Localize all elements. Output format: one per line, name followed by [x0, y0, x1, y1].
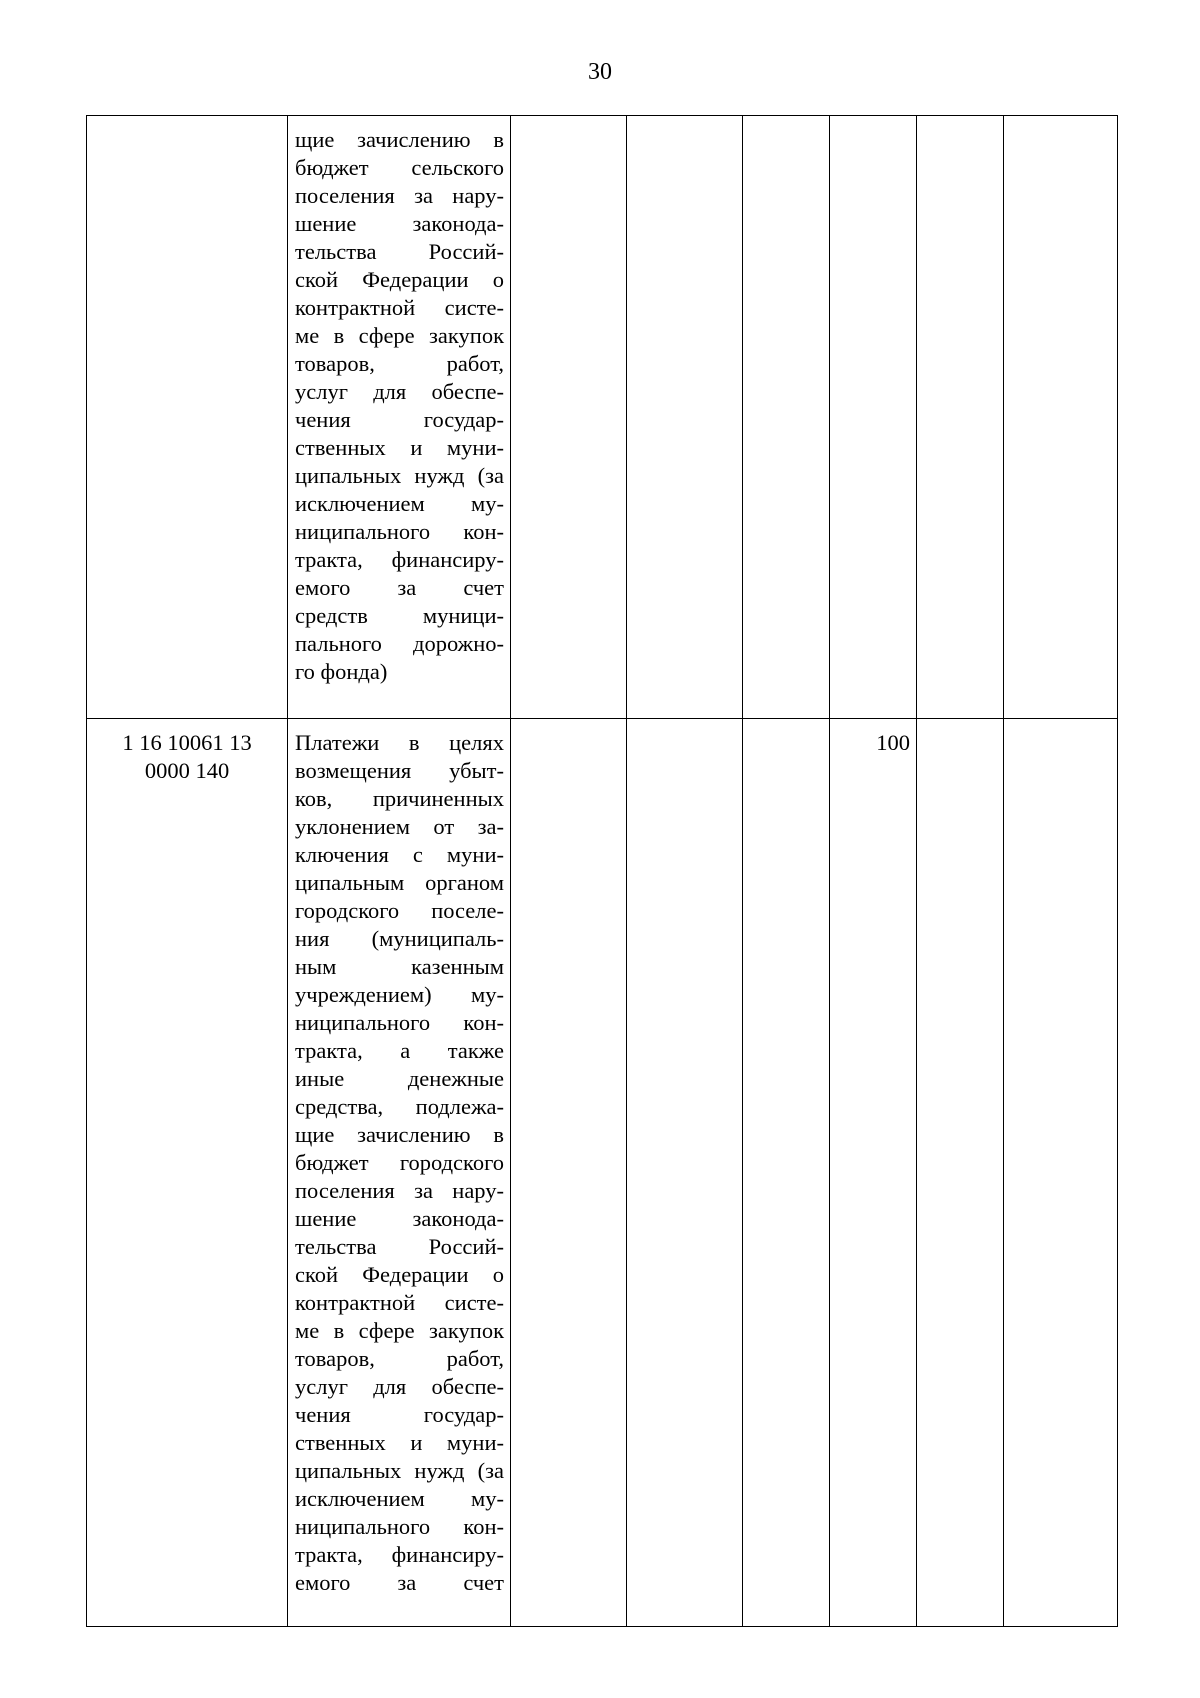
- page-number: 30: [588, 59, 612, 85]
- description-line: чения государ-: [295, 1402, 504, 1427]
- description-line: тракта, а также: [295, 1038, 504, 1063]
- description-line: исключением му-: [295, 1486, 504, 1511]
- description-line: ме в сфере закупок: [295, 323, 504, 348]
- description-line: поселения за нару-: [295, 1178, 504, 1203]
- description-line: ниципального кон-: [295, 519, 504, 544]
- description-line: ниципального кон-: [295, 1010, 504, 1035]
- description-line: контрактной систе-: [295, 1290, 504, 1315]
- description-line: учреждением) му-: [295, 982, 504, 1007]
- value-cell: [743, 116, 830, 719]
- description-line: исключением му-: [295, 491, 504, 516]
- value-cell: [627, 116, 743, 719]
- description-line: ской Федерации о: [295, 267, 504, 292]
- table-row: [87, 116, 1118, 719]
- description-line: средств муници-: [295, 603, 504, 628]
- description-line: контрактной систе-: [295, 295, 504, 320]
- description-line: щие зачислению в: [295, 1122, 504, 1147]
- description-line: ния (муниципаль-: [295, 926, 504, 951]
- description-line: услуг для обеспе-: [295, 379, 504, 404]
- description-line: городского поселе-: [295, 898, 504, 923]
- description-line: шение законода-: [295, 211, 504, 236]
- description-line: товаров, работ,: [295, 1346, 504, 1371]
- value-cell: 100: [830, 719, 917, 1627]
- description-line: ципальным органом: [295, 870, 504, 895]
- table-row: [87, 719, 1118, 1627]
- value-cell: [1004, 116, 1118, 719]
- description-line: уклонением от за-: [295, 814, 504, 839]
- description-line: поселения за нару-: [295, 183, 504, 208]
- description-line: ципальных нужд (за: [295, 1458, 504, 1483]
- description-line: шение законода-: [295, 1206, 504, 1231]
- description-line: емого за счет: [295, 1570, 504, 1595]
- budget-code-cell: [87, 116, 288, 719]
- description-line: Платежи в целях: [295, 730, 504, 755]
- value-cell: [627, 719, 743, 1627]
- value-cell: [917, 116, 1004, 719]
- description-line: тельства Россий-: [295, 1234, 504, 1259]
- description-line: ме в сфере закупок: [295, 1318, 504, 1343]
- description-line: ципальных нужд (за: [295, 463, 504, 488]
- description-line: бюджет городского: [295, 1150, 504, 1175]
- value-cell: [511, 116, 627, 719]
- description-line: го фонда): [295, 659, 388, 684]
- value-cell: [511, 719, 627, 1627]
- description-cell: [288, 719, 511, 1627]
- description-line: бюджет сельского: [295, 155, 504, 180]
- description-line: ственных и муни-: [295, 1430, 504, 1455]
- description-line: чения государ-: [295, 407, 504, 432]
- description-line: ской Федерации о: [295, 1262, 504, 1287]
- description-line: средства, подлежа-: [295, 1094, 504, 1119]
- description-cell: [288, 116, 511, 719]
- description-line: ков, причиненных: [295, 786, 504, 811]
- description-line: иные денежные: [295, 1066, 504, 1091]
- description-line: ключения с муни-: [295, 842, 504, 867]
- description-line: возмещения убыт-: [295, 758, 504, 783]
- description-line: тракта, финансиру-: [295, 547, 504, 572]
- description-line: тракта, финансиру-: [295, 1542, 504, 1567]
- budget-code-cell: [87, 719, 288, 1627]
- budget-code-line: 0000 140: [144, 758, 230, 783]
- description-line: емого за счет: [295, 575, 504, 600]
- description-line: ным казенным: [295, 954, 504, 979]
- value-cell: [917, 719, 1004, 1627]
- description-line: щие зачислению в: [295, 127, 504, 152]
- budget-code-line: 1 16 10061 13: [122, 730, 252, 755]
- value-cell: [830, 116, 917, 719]
- value-cell: [743, 719, 830, 1627]
- description-line: ниципального кон-: [295, 1514, 504, 1539]
- description-line: тельства Россий-: [295, 239, 504, 264]
- description-line: пального дорожно-: [295, 631, 504, 656]
- value-cell: [1004, 719, 1118, 1627]
- description-line: услуг для обеспе-: [295, 1374, 504, 1399]
- budget-revenue-table: [86, 115, 1118, 1627]
- description-line: ственных и муни-: [295, 435, 504, 460]
- description-line: товаров, работ,: [295, 351, 504, 376]
